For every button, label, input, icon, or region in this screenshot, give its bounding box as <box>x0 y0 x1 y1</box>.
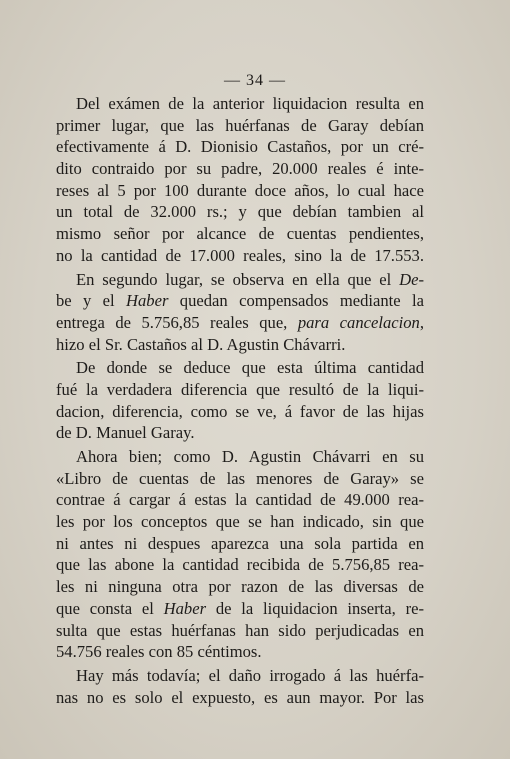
text-line: fué la verdadera diferencia que resultó de la liqui- <box>56 379 424 399</box>
italic-term: para cancelacion <box>297 312 420 332</box>
paragraph-5 <box>56 665 424 708</box>
text-line: les por los conceptos que se han indicado, sin que <box>56 512 424 532</box>
page-number: — 34 — <box>224 72 286 89</box>
text-line: be y el Haber quedan compensados mediante la <box>56 291 424 311</box>
text-line: dacion, diferencia, como se ve, á favor de las hijas <box>56 401 424 421</box>
text-line: Del exámen de la anterior liquidacion resulta en <box>76 94 424 113</box>
text-line: les ni ninguna otra por razon de las diversas de <box>56 577 424 597</box>
text-line: 54.756 reales con 85 céntimos. <box>56 642 262 662</box>
italic-term: Haber <box>163 598 207 618</box>
text-line: de D. Manuel Garay. <box>56 423 195 443</box>
text-line: En segundo lugar, se observa en ella que el De- <box>76 269 424 289</box>
paragraph-3 <box>56 357 424 444</box>
italic-term: Haber <box>126 291 169 311</box>
italic-term: De- <box>399 269 424 289</box>
text-line: que las abone la cantidad recibida de 5.756,85 rea- <box>56 555 424 575</box>
text-line: nas no es solo el expuesto, es aun mayor. Por las <box>56 687 424 707</box>
paragraph-2 <box>56 269 424 356</box>
text-line: dito contraido por su padre, 20.000 reales é inte- <box>56 159 424 179</box>
paragraph-4 <box>56 446 424 663</box>
text-line: mismo señor por alcance de cuentas pendientes, <box>56 224 424 244</box>
text-line: entrega de 5.756,85 reales que, para cancelacion, <box>56 312 424 332</box>
text-line: un total de 32.000 rs.; y que debían tambien al <box>56 202 424 222</box>
text-line: «Libro de cuentas de las menores de Garay» se <box>56 468 424 488</box>
text-line: primer lugar, que las huérfanas de Garay debían <box>56 115 424 135</box>
text-line: Hay más todavía; el daño irrogado á las huérfa- <box>76 665 424 685</box>
text-line: efectivamente á D. Dionisio Castaños, por un cré- <box>56 137 424 157</box>
paragraph-1 <box>56 93 424 267</box>
text-line: ni antes ni despues aparezca una sola partida en <box>56 533 424 553</box>
text-line: contrae á cargar á estas la cantidad de 49.000 rea- <box>56 490 424 510</box>
text-line: que consta el Haber de la liquidacion inserta, re- <box>56 598 424 618</box>
text-line: sulta que estas huérfanas han sido perjudicadas en <box>56 620 424 640</box>
body-text <box>56 93 424 710</box>
text-line: reses al 5 por 100 durante doce años, lo cual hace <box>56 180 424 200</box>
text-line: no la cantidad de 17.000 reales, sino la de 17.553. <box>56 245 424 265</box>
text-line: Ahora bien; como D. Agustin Chávarri en su <box>76 447 424 466</box>
text-line: hizo el Sr. Castaños al D. Agustin Chávarri. <box>56 334 346 354</box>
text-line: De donde se deduce que esta última cantidad <box>76 358 424 378</box>
